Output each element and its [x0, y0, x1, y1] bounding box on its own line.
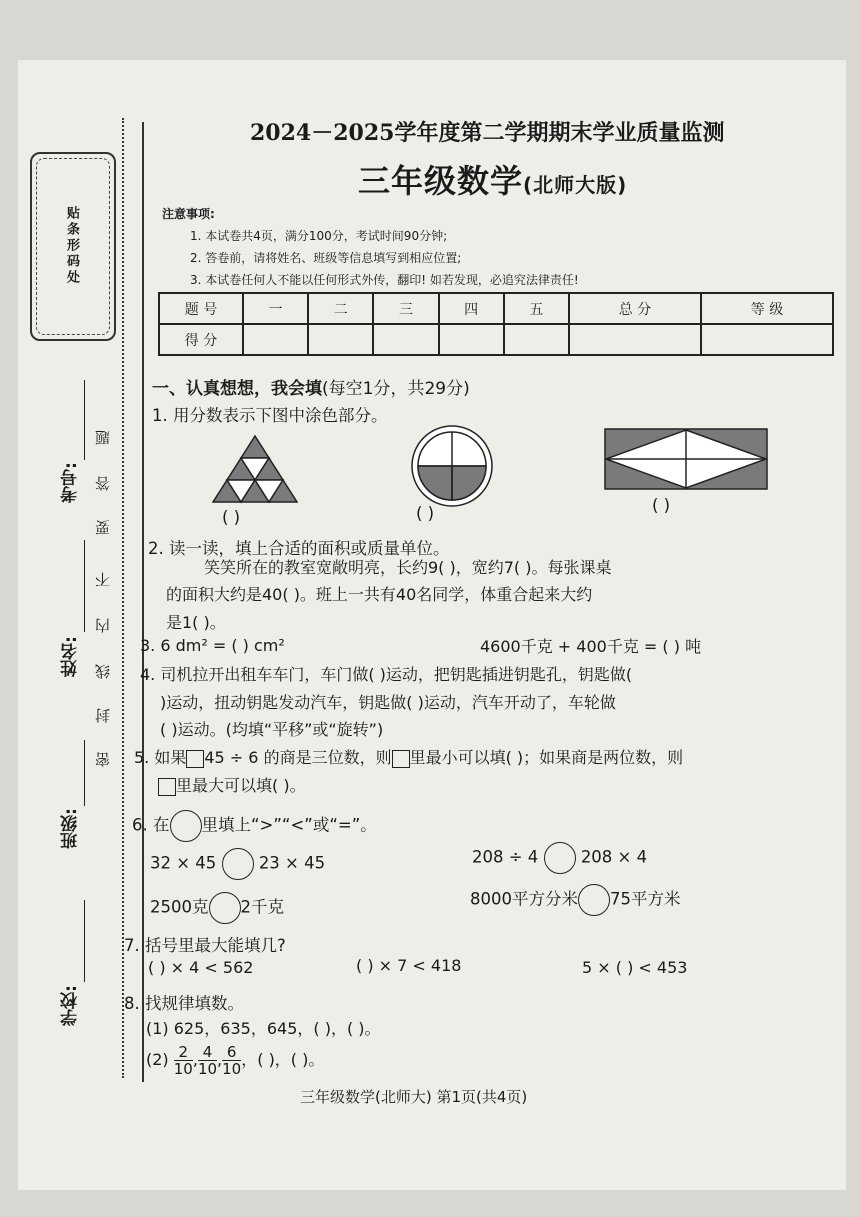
fraction: $\frac{4}{10}$ — [197, 1043, 218, 1078]
note-item: 1. 本试卷共4页，满分100分，考试时间90分钟; — [190, 229, 448, 243]
compare-item: 8000平方分米 75平方米 — [470, 884, 681, 916]
score-cell[interactable] — [569, 324, 701, 355]
section-note: (每空1分，共29分) — [322, 379, 470, 399]
answer-blank-1c[interactable]: ( ) — [652, 496, 671, 515]
score-header: 三 — [373, 293, 438, 324]
answer-blank-1a[interactable]: ( ) — [222, 508, 241, 527]
seal-char: 要 — [94, 520, 112, 535]
name-line — [84, 540, 85, 632]
score-table — [158, 292, 834, 356]
class-label: 班级: — [61, 808, 81, 849]
note-item: 3. 本试卷任何人不能以任何形式外传，翻印! 如若发现，必追究法律责任! — [190, 273, 579, 287]
subject-title: 三年级数学(北师大版) — [358, 162, 628, 200]
school-label: 学校: — [61, 985, 81, 1026]
question-1: 1. 用分数表示下图中涂色部分。 — [152, 406, 388, 425]
compare-circle[interactable] — [544, 842, 576, 874]
compare-circle[interactable] — [578, 884, 610, 916]
seal-char: 内 — [94, 618, 112, 633]
blank-square[interactable] — [392, 750, 410, 768]
fraction: $\frac{6}{10}$ — [222, 1043, 242, 1078]
notes — [162, 203, 579, 291]
seal-char: 答 — [94, 476, 112, 491]
question-3b: 4600千克 + 400千克 = ( ) 吨 — [480, 637, 702, 656]
question-2-line: 的面积大约是40( )。班上一共有40名同学，体重合起来大约 — [166, 585, 593, 604]
circle-figure — [410, 424, 494, 508]
score-cell[interactable] — [373, 324, 438, 355]
answer-blank-1b[interactable]: ( ) — [416, 504, 435, 523]
seal-char: 题 — [94, 430, 112, 445]
score-cell[interactable] — [701, 324, 833, 355]
question-2-line: 是1( )。 — [166, 613, 226, 632]
question-5: 5. 如果 45 ÷ 6 的商是三位数，则 里最小可以填( )；如果商是两位数，则 — [134, 748, 684, 767]
section-title: 一、认真想想，我会填(每空1分，共29分) — [152, 379, 470, 399]
compare-circle[interactable] — [222, 848, 254, 880]
rectangle-figure — [604, 428, 768, 490]
question-7a: ( ) × 4 < 562 — [148, 958, 254, 977]
compare-circle[interactable] — [170, 810, 202, 842]
question-7c: 5 × ( ) < 453 — [582, 958, 688, 977]
question-2: 2. 读一读，填上合适的面积或质量单位。 — [148, 539, 450, 558]
score-row-label: 得 分 — [159, 324, 243, 355]
question-8a: (1) 625，635，645，( )，( )。 — [146, 1019, 381, 1038]
score-header: 总 分 — [569, 293, 701, 324]
compare-item: 32 × 45 23 × 45 — [150, 848, 325, 880]
class-line — [84, 740, 85, 806]
score-cell[interactable] — [243, 324, 308, 355]
notes-heading: 注意事项: — [162, 207, 215, 221]
exam-title: 2024－2025学年度第二学期期末学业质量监测 — [250, 120, 725, 146]
score-cell[interactable] — [504, 324, 569, 355]
question-7: 7. 括号里最大能填几? — [124, 936, 286, 955]
score-header: 五 — [504, 293, 569, 324]
compare-item: 2500克 2千克 — [150, 892, 284, 924]
question-5-line: 里最大可以填( )。 — [158, 773, 306, 796]
page-footer: 三年级数学(北师大) 第1页(共4页) — [300, 1088, 528, 1106]
score-header: 题 号 — [159, 293, 243, 324]
seal-char: 封 — [94, 708, 112, 723]
blank-square[interactable] — [158, 778, 176, 796]
question-8: 8. 找规律填数。 — [124, 994, 244, 1013]
score-header: 等 级 — [701, 293, 833, 324]
note-item: 2. 答卷前，请将姓名、班级等信息填写到相应位置; — [190, 251, 462, 265]
barcode-area — [30, 152, 116, 341]
seal-char: 线 — [94, 664, 112, 679]
triangle-figure — [212, 434, 298, 504]
seal-char: 密 — [94, 752, 112, 767]
compare-item: 208 ÷ 4 208 × 4 — [472, 842, 647, 874]
compare-circle[interactable] — [209, 892, 241, 924]
fraction: $\frac{2}{10}$ — [173, 1043, 193, 1078]
exam-number-label: 考号: — [61, 462, 81, 503]
edition-label: (北师大版) — [523, 173, 628, 197]
question-3a: 3. 6 dm² = ( ) cm² — [140, 636, 285, 655]
question-4-line: )运动，扭动钥匙发动汽车，钥匙做( )运动，汽车开动了，车轮做 — [160, 693, 616, 712]
blank-square[interactable] — [186, 750, 204, 768]
score-cell[interactable] — [439, 324, 504, 355]
question-8b: (2) $\frac{2}{10}$, $\frac{4}{10}$, $\frac{6}{10}$，( )，( )。 — [146, 1043, 325, 1078]
name-label: 姓名: — [61, 636, 81, 677]
score-cell[interactable] — [308, 324, 373, 355]
school-line — [84, 900, 85, 982]
barcode-label: 贴条形码处 — [64, 206, 79, 286]
question-4-line: ( )运动。(均填“平移”或“旋转”) — [160, 720, 384, 739]
question-2-line: 笑笑所在的教室宽敞明亮，长约9( )，宽约7( )。每张课桌 — [204, 558, 612, 577]
score-header: 二 — [308, 293, 373, 324]
score-header: 四 — [439, 293, 504, 324]
question-7b: ( ) × 7 < 418 — [356, 956, 462, 975]
score-header: 一 — [243, 293, 308, 324]
seal-char: 不 — [94, 572, 112, 587]
exam-number-line — [84, 380, 85, 460]
question-4: 4. 司机拉开出租车车门，车门做( )运动，把钥匙插进钥匙孔，钥匙做( — [140, 665, 633, 684]
question-6: 6. 在 里填上“>”“<”或“=”。 — [132, 810, 377, 842]
